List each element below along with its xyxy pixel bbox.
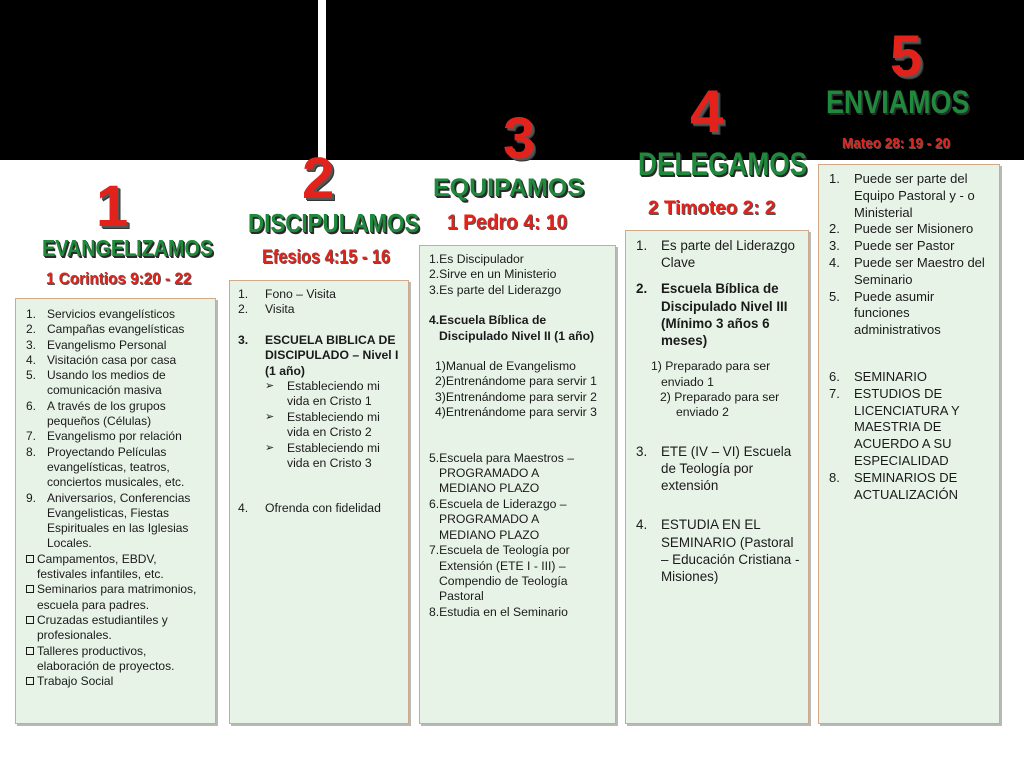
stage-1-verse: 1 Corintios 9:20 - 22: [46, 269, 192, 288]
list-item: PROGRAMADO A: [439, 466, 540, 481]
stage-3-number: 3: [503, 106, 536, 171]
list-item: 9. Aniversarios, Conferencias Evangelisticas, Fiestas Espirituales en las Iglesias Locales.: [26, 490, 191, 551]
list-item: PROGRAMADO A: [439, 512, 540, 527]
list-item: 5. Usando los medios de comunicación masiva: [26, 368, 166, 398]
checkbox-square-icon: [26, 616, 34, 624]
list-item: 1) Preparado para ser enviado 1: [651, 359, 771, 389]
box-delegamos: [625, 230, 809, 724]
list-item: Campamentos, EBDV, festivales infantiles, etc.: [26, 552, 209, 583]
list-item: 1.Es Discipulador: [429, 252, 524, 266]
checkbox-square-icon: [26, 555, 34, 563]
list-item: 3)Entrenándome para servir 2: [435, 389, 597, 404]
list-item: 2) Preparado para ser enviado 2: [660, 390, 780, 420]
stage-5-number: 5: [890, 24, 923, 89]
list-item: 1. Puede ser parte del Equipo Pastoral y - o Ministerial: [829, 171, 975, 220]
list-item: 6. SEMINARIO: [829, 368, 927, 384]
list-item: 1. Servicios evangelísticos: [26, 307, 176, 321]
arrow-bullet-icon: ➢: [265, 410, 275, 423]
list-item: 1. Fono – Visita: [238, 287, 336, 301]
stage-3-verse: 1 Pedro 4: 10: [447, 211, 568, 234]
list-item: 4. Visitación casa por casa: [26, 352, 177, 367]
list-item: Talleres productivos, elaboración de proyectos.: [26, 644, 209, 675]
list-item: 7. Evangelismo por relación: [26, 429, 182, 444]
list-item: 5. Puede asumir funciones administrativos: [829, 288, 941, 338]
checkbox-square-icon: [26, 647, 34, 655]
arrow-bullet-icon: ➢: [265, 441, 275, 454]
list-item: 2. Escuela Bíblica de Discipulado Nivel III (Mínimo 3 años 6 meses): [636, 281, 788, 349]
list-item: 1. Es parte del Liderazgo Clave: [636, 238, 795, 271]
list-item: 4)Entrenándome para servir 3: [435, 405, 597, 420]
list-item: 6.Escuela de Liderazgo –: [429, 496, 567, 511]
list-item: 4. Ofrenda con fidelidad: [238, 501, 381, 516]
list-item: 4.Escuela Bíblica de: [429, 313, 547, 328]
list-item: 8. SEMINARIOS DE ACTUALIZACIÓN: [829, 469, 959, 502]
list-item: Seminarios para matrimonios, escuela para padres.: [26, 582, 209, 613]
stage-4-title: DELEGAMOS: [638, 146, 808, 182]
list-item: 2)Entrenándome para servir 1: [435, 374, 597, 389]
stage-1-number: 1: [96, 174, 129, 239]
arrow-bullet-icon: ➢: [265, 380, 275, 393]
list-item: 4. Puede ser Maestro del Seminario: [829, 254, 985, 287]
list-item: Extensión (ETE I - III) –: [439, 558, 566, 573]
list-item: 3. Puede ser Pastor: [829, 238, 955, 254]
list-item: MEDIANO PLAZO: [439, 481, 540, 496]
box-enviamos: [818, 164, 1000, 724]
list-item: Pastoral: [439, 589, 484, 604]
stage-4-verse: 2 Timoteo 2: 2: [648, 198, 776, 219]
list-item: ➢ Estableciendo mi vida en Cristo 2: [265, 409, 380, 440]
list-item: 8. Proyectando Películas evangelísticas, teatros, conciertos musicales, etc.: [26, 444, 185, 490]
list-item: 6. A través de los grupos pequeños (Células): [26, 398, 166, 429]
list-item: 2. Visita: [238, 302, 295, 317]
list-item: ➢ Estableciendo mi vida en Cristo 1: [265, 379, 380, 409]
stage-2-number: 2: [302, 146, 335, 211]
list-item: 7.Escuela de Teología por: [429, 543, 570, 558]
box-evangelizamos: [15, 298, 216, 724]
list-item: 2.Sirve en un Ministerio: [429, 267, 557, 282]
top-banner-left: [0, 0, 318, 160]
list-item: 4. ESTUDIA EN EL SEMINARIO (Pastoral – Educación Cristiana - Misiones): [636, 517, 800, 585]
stage-1-title: EVANGELIZAMOS: [42, 235, 214, 261]
list-item: ➢ Estableciendo mi vida en Cristo 3: [265, 440, 380, 471]
list-item: Compendio de Teología: [439, 573, 568, 588]
list-item: 2. Campañas evangelísticas: [26, 322, 185, 337]
list-item: 3. ETE (IV – VI) Escuela de Teología por extensión: [636, 443, 792, 494]
stage-4-number: 4: [690, 78, 724, 145]
list-item: 8.Estudia en el Seminario: [429, 604, 568, 619]
stage-2-title: DISCIPULAMOS: [248, 208, 420, 238]
list-item: Cruzadas estudiantiles y profesionales.: [26, 613, 209, 644]
checkbox-square-icon: [26, 677, 34, 685]
stage-2-verse: Efesios 4:15 - 16: [262, 247, 391, 268]
list-item: 3.Es parte del Liderazgo: [429, 282, 562, 297]
box-equipamos: [419, 245, 616, 724]
checkbox-square-icon: [26, 585, 34, 593]
stage-5-title: ENVIAMOS: [826, 84, 970, 120]
list-item: Trabajo Social: [26, 674, 209, 689]
list-item: 2. Puede ser Misionero: [829, 221, 974, 237]
list-item: Discipulado Nivel II (1 año): [439, 328, 595, 343]
stage-5-verse: Mateo 28: 19 - 20: [842, 135, 951, 152]
list-item: 7. ESTUDIOS DE LICENCIATURA Y MAESTRIA DE ACUERDO A SU ESPECIALIDAD: [829, 385, 960, 468]
list-item: 5.Escuela para Maestros –: [429, 450, 574, 465]
list-item: 3. ESCUELA BIBLICA DE DISCIPULADO – Nivel I (1 año): [238, 332, 399, 378]
list-item: 1)Manual de Evangelismo: [435, 359, 576, 374]
list-item: MEDIANO PLAZO: [439, 527, 540, 542]
list-item: 3. Evangelismo Personal: [26, 337, 167, 352]
stage-3-title: EQUIPAMOS: [433, 174, 584, 202]
box-discipulamos: [229, 280, 409, 724]
